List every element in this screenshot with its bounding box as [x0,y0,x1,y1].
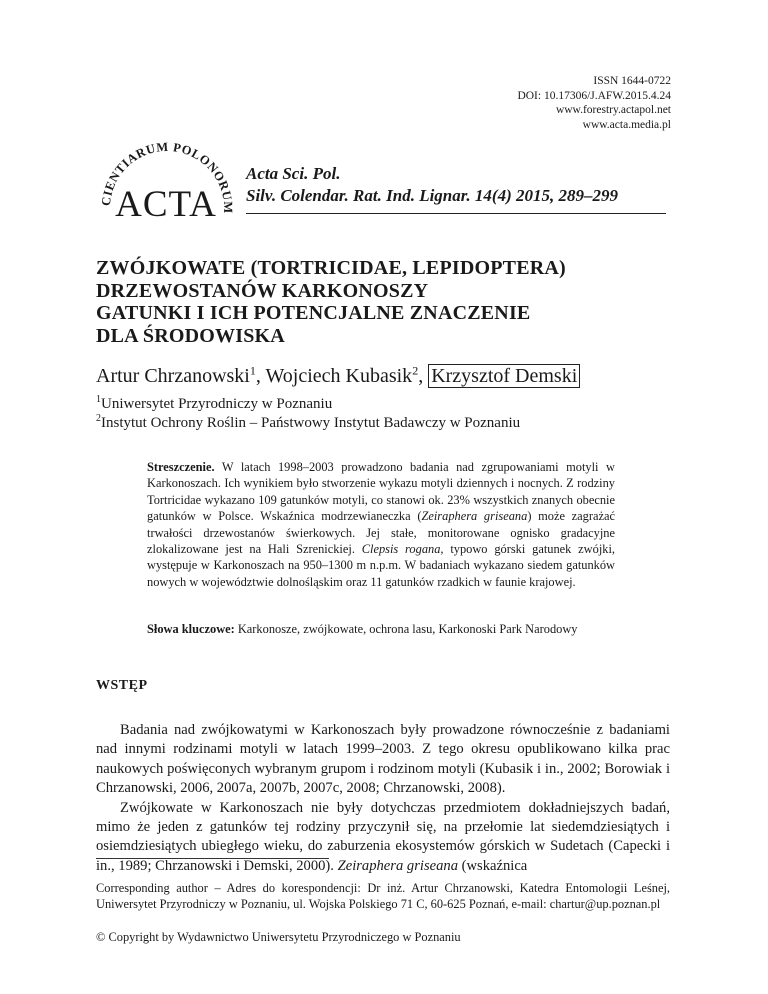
paragraph-1: Badania nad zwójkowatymi w Karkonoszach były prowadzone równocześnie z badaniami nad innymi rodzinami motyli w latach 1999–2003. Z tego okresu opublikowano kilka prac naukowych poświęconych wybranym grupom i rodzinom motyli (Kubasik i in., 2002; Borowiak i Chrzanowski, 2006, 2007a, 2007b, 2007c, 2008; Chrzanowski, 2008). [96,722,670,797]
author-1: Artur Chrzanowski [96,365,250,387]
paper-title [96,257,656,347]
keywords-label: Słowa kluczowe: [147,622,235,636]
author-2-affil: 2 [412,363,419,378]
author-separator: , [418,365,429,387]
abstract-species-2: Clepsis rogana [361,542,441,557]
footnote-divider [96,858,329,859]
abstract-text-1: W latach 1998–2003 prowadzono badania nad zgrupowaniami motyli w Karkonoszach. Ich wynikiem było stworzenie wykazu motyli dziennych i nocnych. Z rodziny Tortricidae wykazano 109 gatunków motyli, co stanowi ok. 23% wszystkich znanych obecnie gatunków w Polsce. Wskaźnica modrzewianeczka ( [147,460,615,524]
affiliation-2-text: Instytut Ochrony Roślin – Państwowy Instytut Badawczy w Poznaniu [101,415,521,431]
abstract-species-1: Zeiraphera griseana [421,509,528,524]
logo-arc-text: CIENTIARUM POLONORUM [98,139,236,214]
journal-citation: Silv. Colendar. Rat. Ind. Lignar. 14(4) 2015, 289–299 [246,186,618,205]
author-3: Krzysztof Demski [428,364,580,388]
author-list [96,364,580,388]
abstract-text-2: ) może zagrażać trwałości drzewostanów świerkowych. Jej stałe, monitorowane ognisko gradacyjne zlokalizowane jest na Hali Szrenickiej. [147,509,615,557]
affiliations [96,395,520,433]
author-1-affil: 1 [249,363,256,378]
title-line-3: GATUNKI I ICH POTENCJALNE ZNACZENIE [96,302,531,324]
logo-main-text: ACTA [115,184,217,220]
url-forestry[interactable]: www.forestry.actapol.net [555,104,671,116]
abstract-label: Streszczenie. [147,460,215,474]
journal-divider [246,213,666,214]
url-acta[interactable]: www.acta.media.pl [582,118,671,131]
acta-logo [96,130,236,220]
journal-name: Acta Sci. Pol. [246,164,341,183]
paragraph-2 [96,799,670,877]
journal-info [246,163,666,207]
affiliation-1 [96,395,520,414]
corresponding-author-note: Corresponding author – Adres do korespondencji: Dr inż. Artur Chrzanowski, Katedra Entomologii Leśnej, Uniwersytet Przyrodniczy w Poznaniu, ul. Wojska Polskiego 71 C, 60-625 Poznań, e-mail: chartur@up.poznan.pl [96,881,670,912]
paragraph-2-text-2: (wskaźnica [458,857,528,874]
keywords-text: Karkonosze, zwójkowate, ochrona lasu, Karkonoski Park Narodowy [234,622,578,636]
section-heading: WSTĘP [96,678,148,693]
affiliation-1-number: 1 [96,394,101,405]
affiliation-2 [96,414,520,433]
keywords [147,621,627,637]
affiliation-2-number: 2 [96,413,101,424]
issn: ISSN 1644-0722 [593,75,671,87]
paragraph-2-text-1: Zwójkowate w Karkonoszach nie były dotychczas przedmiotem dokładniejszych badań, mimo że jeden z gatunków tej rodziny przyczynił się, na przełomie lat siedemdziesiątych i osiemdziesiątych ubiegłego wieku, do zaburzenia ekosystemów górskich w Sudetach (Capecki i in., 1989; Chrzanowski i Demski, 2000). [96,799,670,874]
paragraph-2-species: Zeiraphera griseana [337,857,458,874]
body-text [96,721,670,876]
author-separator: , [255,365,266,387]
affiliation-1-text: Uniwersytet Przyrodniczy w Poznaniu [101,396,333,412]
copyright: © Copyright by Wydawnictwo Uniwersytetu Przyrodniczego w Poznaniu [96,930,461,944]
author-2: Wojciech Kubasik [265,365,413,387]
abstract-text-3: , typowo górski gatunek zwójki, występuje w Karkonoszach na 950–1300 m n.p.m. W badaniach wykazano siedem gatunków nowych w województwie dolnośląskim oraz 11 gatunków rzadkich w faunie krajowej. [147,542,615,589]
title-line-4: DLA ŚRODOWISKA [96,324,285,347]
title-line-1: ZWÓJKOWATE (TORTRICIDAE, LEPIDOPTERA) [96,257,566,279]
title-line-2: DRZEWOSTANÓW KARKONOSZY [96,279,429,302]
abstract [147,459,615,590]
header-meta [517,74,671,132]
doi: DOI: 10.17306/J.AFW.2015.4.24 [517,89,671,102]
